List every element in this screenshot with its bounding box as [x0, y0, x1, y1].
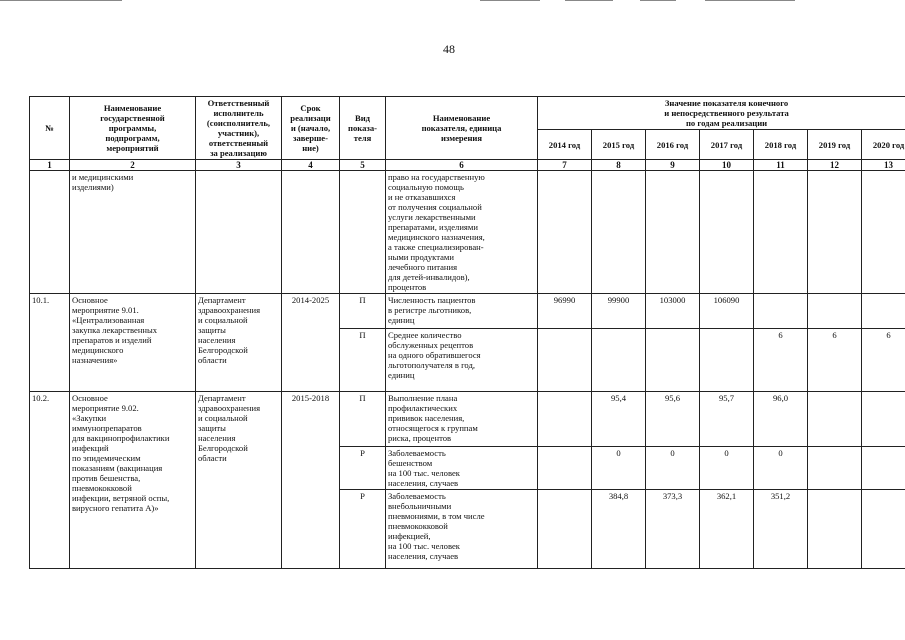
cell-value — [538, 447, 592, 490]
header-term: Срок реализаци и (начало, заверше- ние) — [282, 97, 340, 160]
cell-value — [862, 490, 905, 569]
cell-kind: П — [340, 392, 386, 447]
column-number: 11 — [754, 160, 808, 171]
column-number: 2 — [70, 160, 196, 171]
cell-value — [538, 329, 592, 392]
cell-value — [862, 171, 905, 294]
column-number: 13 — [862, 160, 905, 171]
cell-value — [754, 171, 808, 294]
cell-indicator: Численность пациентов в регистре льготников, единиц — [386, 294, 538, 329]
cell-no: 10.2. — [30, 392, 70, 569]
column-number: 12 — [808, 160, 862, 171]
cell-no: 10.1. — [30, 294, 70, 392]
header-executor: Ответственный исполнитель (соисполнитель, участник), ответственный за реализацию — [196, 97, 282, 160]
header-year: 2019 год — [808, 130, 862, 160]
table-row-continuation — [30, 171, 905, 294]
cell-value: 96,0 — [754, 392, 808, 447]
cell-value — [862, 392, 905, 447]
cell-indicator: Среднее количество обслуженных рецептов на одного обратившегося льготополучателя в год, единиц — [386, 329, 538, 392]
cell-value: 384,8 — [592, 490, 646, 569]
column-number: 8 — [592, 160, 646, 171]
cell-no — [30, 171, 70, 294]
cell-value — [538, 490, 592, 569]
cell-value — [538, 171, 592, 294]
column-number: 4 — [282, 160, 340, 171]
cell-value: 106090 — [700, 294, 754, 329]
column-number: 10 — [700, 160, 754, 171]
header-kind: Вид показа- теля — [340, 97, 386, 160]
header-indicator: Наименование показателя, единица измерения — [386, 97, 538, 160]
header-year: 2015 год — [592, 130, 646, 160]
cell-value — [700, 329, 754, 392]
cell-value: 0 — [700, 447, 754, 490]
scan-artifact-line — [565, 0, 613, 1]
cell-value: 373,3 — [646, 490, 700, 569]
cell-value: 6 — [754, 329, 808, 392]
cell-term — [282, 171, 340, 294]
column-number: 5 — [340, 160, 386, 171]
cell-value: 103000 — [646, 294, 700, 329]
cell-value — [754, 294, 808, 329]
cell-value: 95,4 — [592, 392, 646, 447]
cell-value — [808, 490, 862, 569]
cell-kind: П — [340, 329, 386, 392]
header-no: № — [30, 97, 70, 160]
cell-value — [808, 294, 862, 329]
cell-value: 95,6 — [646, 392, 700, 447]
cell-name: и медицинскими изделиями) — [70, 171, 196, 294]
cell-value: 6 — [808, 329, 862, 392]
cell-value — [646, 171, 700, 294]
cell-term: 2015-2018 — [282, 392, 340, 569]
cell-indicator: Заболеваемость внебольничными пневмониями, в том числе пневмококковой инфекцией, на 100 тыс. человек населения, случаев — [386, 490, 538, 569]
header-year: 2018 год — [754, 130, 808, 160]
cell-value — [592, 329, 646, 392]
cell-value: 6 — [862, 329, 905, 392]
column-number: 6 — [386, 160, 538, 171]
cell-name: Основное мероприятие 9.02. «Закупки иммунопрепаратов для вакцинопрофилактики инфекций по эпидемическим показаниям (вакцинация против бешенства, пневмококковой инфекции, ветряной оспы, вирусного гепатита А)» — [70, 392, 196, 569]
header-year: 2020 год — [862, 130, 905, 160]
cell-value: 362,1 — [700, 490, 754, 569]
column-number: 7 — [538, 160, 592, 171]
header-values-group: Значение показателя конечного и непосредственного результата по годам реализации — [538, 97, 905, 130]
header-year: 2017 год — [700, 130, 754, 160]
cell-value — [862, 447, 905, 490]
cell-indicator: Выполнение плана профилактических прививок населения, относящегося к группам риска, процентов — [386, 392, 538, 447]
header-name: Наименование государственной программы, подпрограмм, мероприятий — [70, 97, 196, 160]
page-number: 48 — [443, 42, 455, 56]
cell-value: 0 — [646, 447, 700, 490]
cell-value — [808, 171, 862, 294]
cell-executor — [196, 171, 282, 294]
column-number: 1 — [30, 160, 70, 171]
indicators-table — [29, 96, 905, 569]
header-year: 2014 год — [538, 130, 592, 160]
cell-value — [646, 329, 700, 392]
cell-kind — [340, 171, 386, 294]
cell-value — [808, 447, 862, 490]
cell-value: 351,2 — [754, 490, 808, 569]
cell-value — [592, 171, 646, 294]
cell-executor: Департамент здравоохранения и социальной защиты населения Белгородской области — [196, 392, 282, 569]
header-row — [30, 97, 905, 130]
cell-value: 0 — [754, 447, 808, 490]
cell-kind: Р — [340, 447, 386, 490]
cell-kind: Р — [340, 490, 386, 569]
cell-value: 0 — [592, 447, 646, 490]
column-number: 3 — [196, 160, 282, 171]
column-number: 9 — [646, 160, 700, 171]
cell-name: Основное мероприятие 9.01. «Централизованная закупка лекарственных препаратов и изделий медицинского назначения» — [70, 294, 196, 392]
table-row-10-1-a — [30, 294, 905, 329]
cell-value: 96990 — [538, 294, 592, 329]
scan-artifact-line — [0, 0, 122, 1]
scan-artifact-line — [480, 0, 540, 1]
table-row-10-2-a — [30, 392, 905, 447]
cell-term: 2014-2025 — [282, 294, 340, 392]
cell-executor: Департамент здравоохранения и социальной защиты населения Белгородской области — [196, 294, 282, 392]
cell-kind: П — [340, 294, 386, 329]
scan-artifact-line — [640, 0, 676, 1]
cell-value — [862, 294, 905, 329]
cell-value — [808, 392, 862, 447]
cell-value — [538, 392, 592, 447]
cell-indicator: право на государственную социальную помощь и не отказавшихся от получения социальной услуги лекарственными препаратами, изделиями медицинского назначения, а также специализирован- ными продуктами лечебного питания для детей-инвалидов), процентов — [386, 171, 538, 294]
scan-artifact-line — [705, 0, 795, 1]
cell-value: 99900 — [592, 294, 646, 329]
cell-value: 95,7 — [700, 392, 754, 447]
cell-value — [700, 171, 754, 294]
header-year: 2016 год — [646, 130, 700, 160]
column-numbers-row — [30, 160, 905, 171]
cell-indicator: Заболеваемость бешенством на 100 тыс. человек населения, случаев — [386, 447, 538, 490]
